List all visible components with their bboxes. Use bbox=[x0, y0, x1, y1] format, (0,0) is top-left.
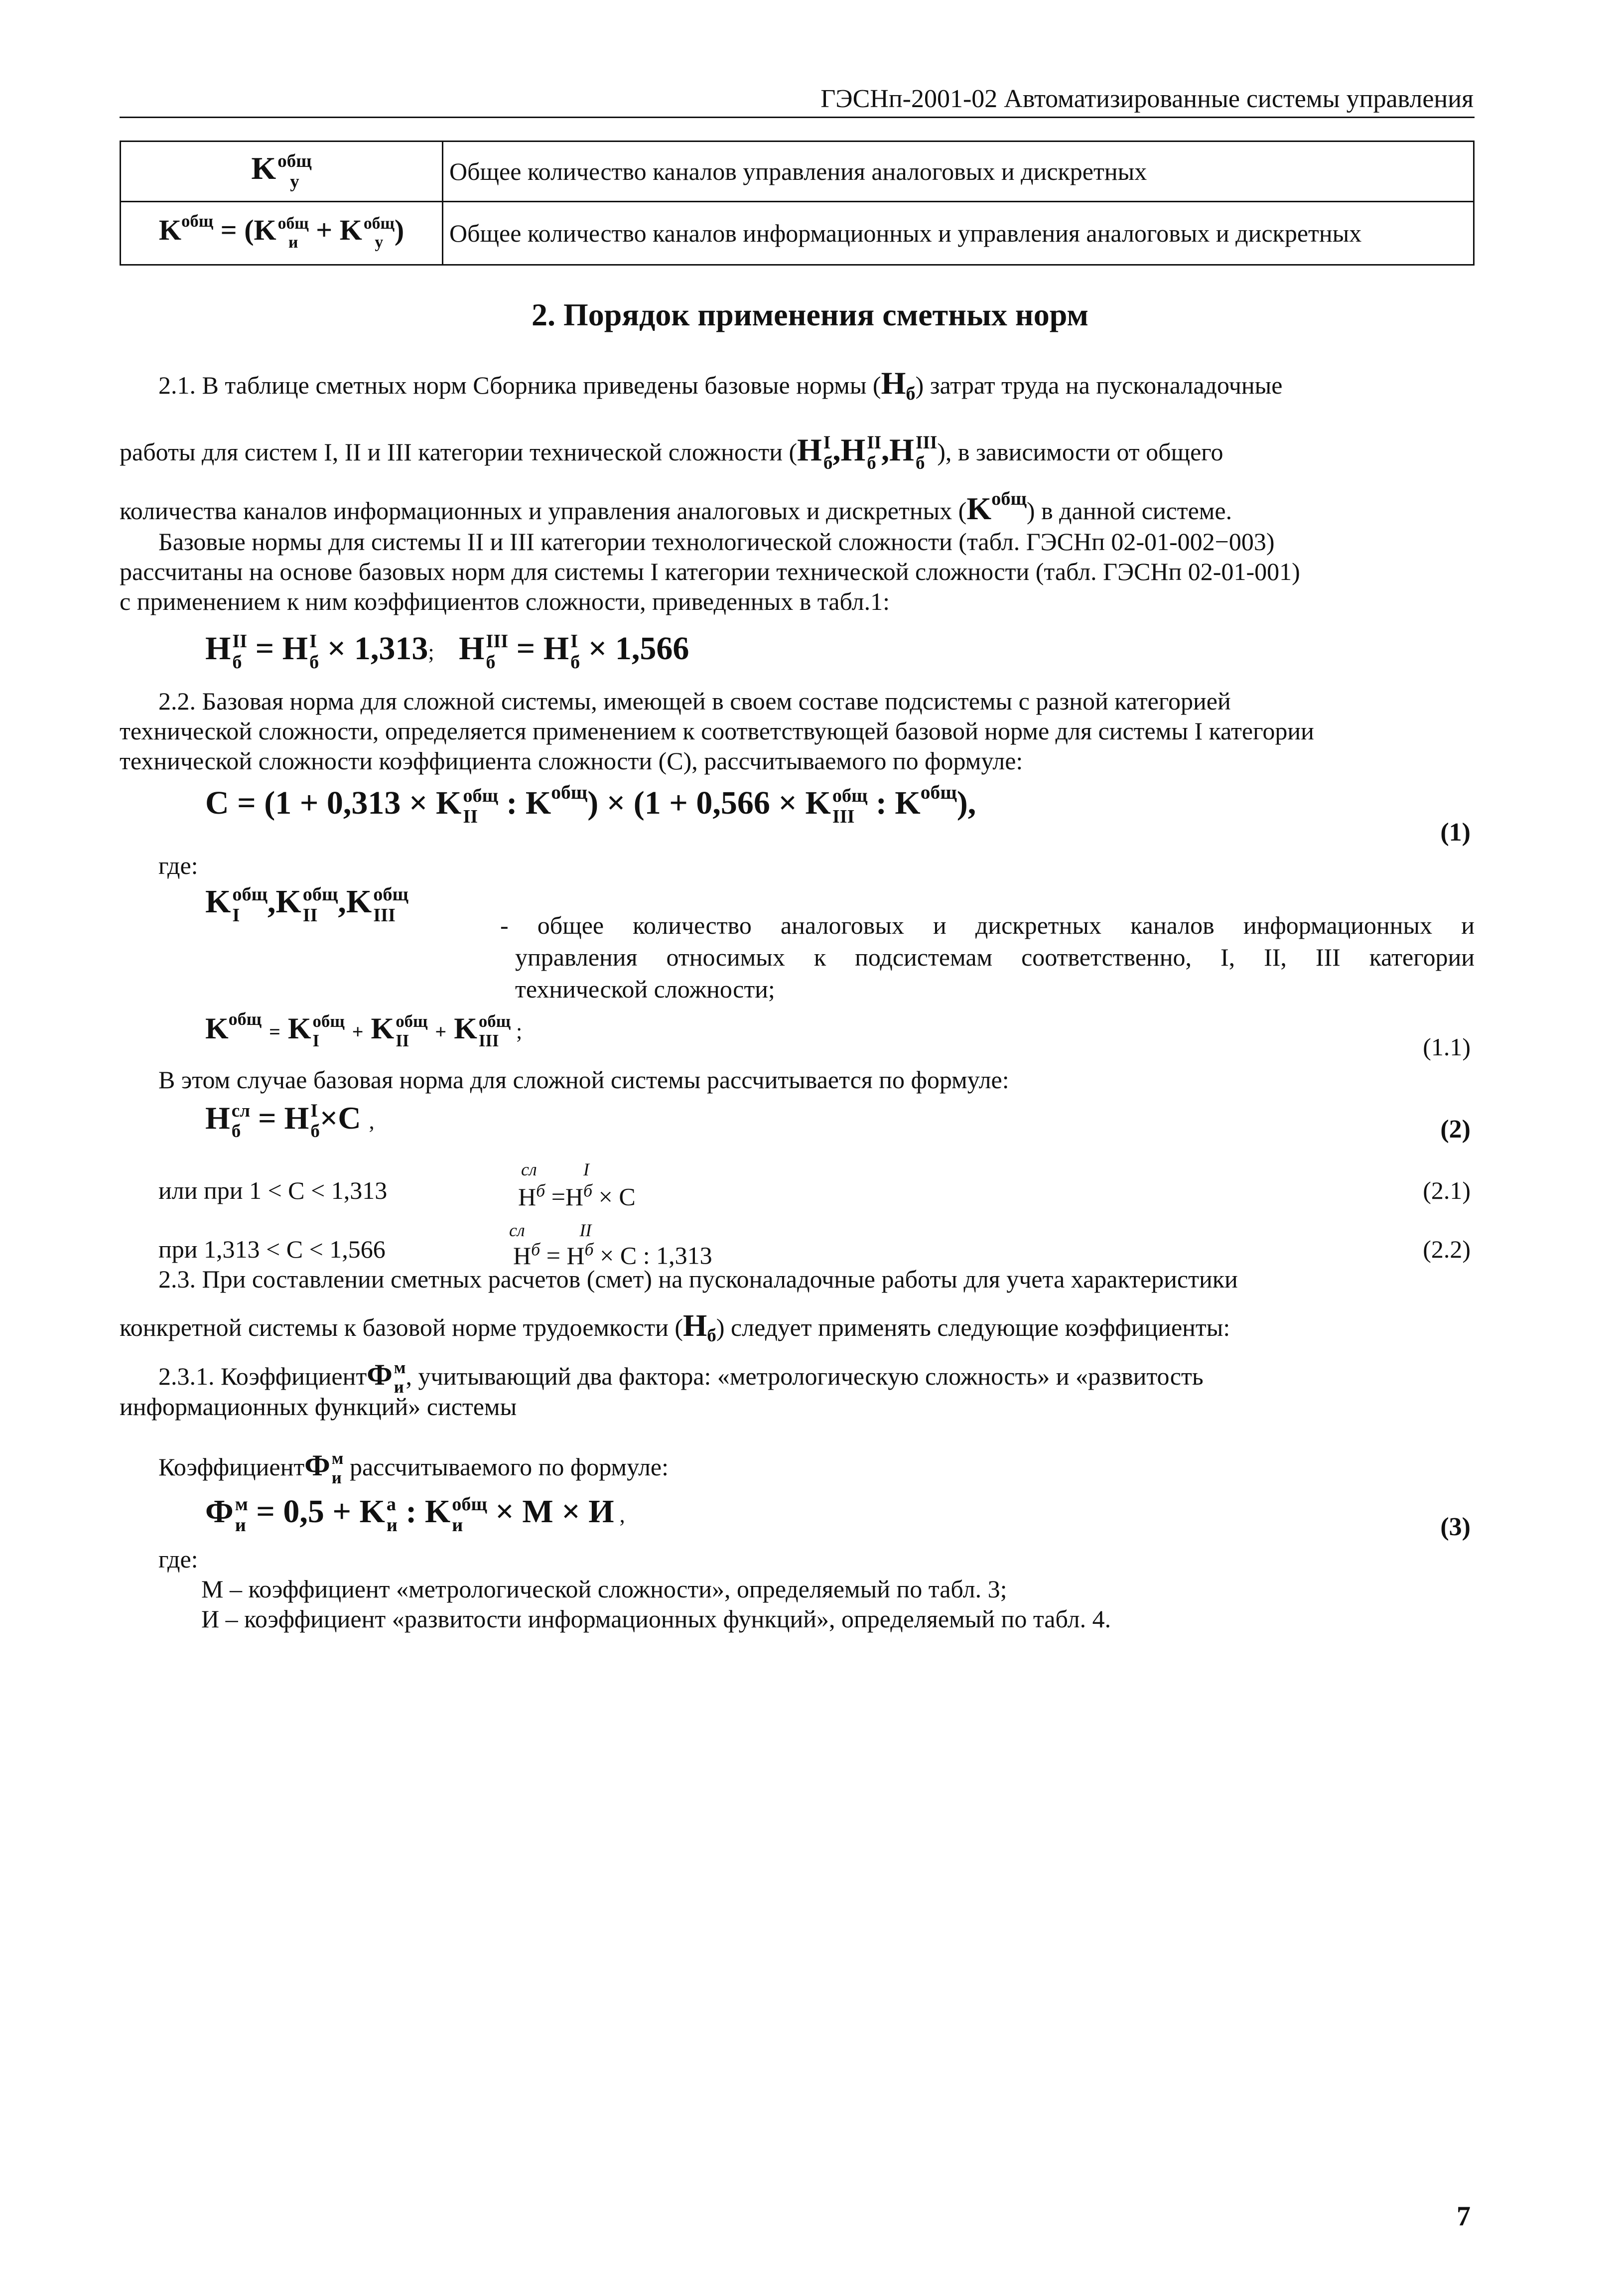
equation-number: (2) bbox=[1440, 1115, 1471, 1144]
text: 2.1. В таблице сметных норм Сборника приведены базовые нормы ( bbox=[158, 371, 881, 399]
text: работы для систем I, II и III категории технической сложности ( bbox=[120, 437, 798, 466]
paragraph-2-1-line-6: с применением к ним коэффициентов сложности, приведенных в табл.1: bbox=[120, 587, 890, 615]
table-row bbox=[121, 142, 1474, 202]
equation-number: (2.2) bbox=[1423, 1235, 1471, 1263]
text: ) затрат труда на пусконаладочные bbox=[915, 371, 1283, 399]
text: 2.3.1. Коэффициент bbox=[158, 1362, 367, 1390]
paragraph-2-2-line-2: технической сложности, определяется применением к соответствующей базовой норме для системы I категории bbox=[120, 717, 1314, 745]
formula-inline: H I б ,H II б ,H III б bbox=[797, 431, 938, 474]
formula-complexity-c: C = (1 + 0,313 × K общ II : $K^{общ}) \times (1 + 0,566 \times K$ общ III : $K^{общ}$), bbox=[205, 781, 976, 827]
header-rule bbox=[120, 117, 1475, 118]
formula-case-1: $H^б$ сл $=H^б$ I × C bbox=[518, 1159, 636, 1211]
complex-system-intro: В этом случае базовая норма для сложной системы рассчитывается по формуле: bbox=[158, 1066, 1009, 1094]
formula-inline: $H_б$ bbox=[881, 365, 916, 404]
paragraph-2-1-line-4: Базовые нормы для системы II и III категории технологической сложности (табл. ГЭСНп 02-01-002−003) bbox=[158, 528, 1275, 556]
formula-ratios: H II б = H I б × 1,313; H III б = H I б × 1,566 bbox=[205, 630, 689, 673]
formula-inline: Ф м и bbox=[304, 1448, 344, 1488]
text: Коэффициент bbox=[158, 1453, 305, 1481]
equation-number: (3) bbox=[1440, 1513, 1471, 1541]
k-definition-line-1: - общее количество аналоговых и дискретных каналов информационных и bbox=[500, 911, 1475, 939]
text: количества каналов информационных и управления аналоговых и дискретных ( bbox=[120, 497, 967, 525]
k-definition-line-2: управления относимых к подсистемам соответственно, I, II, III категории bbox=[515, 943, 1475, 971]
section-heading: 2. Порядок применения сметных норм bbox=[531, 297, 1089, 332]
running-header: ГЭСНп-2001-02 Автоматизированные системы управления bbox=[820, 85, 1474, 113]
text: ) следует применять следующие коэффициенты: bbox=[716, 1313, 1230, 1341]
coef: 0,5 bbox=[283, 1493, 324, 1530]
formula-inline: $H_б$ bbox=[683, 1309, 716, 1346]
paragraph-2-3-line-1: 2.3. При составлении сметных расчетов (смет) на пусконаладочные работы для учета характеристики bbox=[158, 1265, 1238, 1293]
formula-inline: $K^{общ}$ bbox=[966, 488, 1027, 526]
page-number: 7 bbox=[1457, 2201, 1471, 2232]
coef: 1,313 bbox=[656, 1241, 712, 1270]
equation-number: (1.1) bbox=[1423, 1033, 1471, 1061]
symbol-cell: K общ у bbox=[121, 142, 443, 202]
coef: 1,313 bbox=[354, 630, 428, 667]
paragraph-2-3-1-line-1 bbox=[158, 1359, 1204, 1396]
formula-phi: Ф м и = 0,5 + K а и : K общ и × M × И , bbox=[205, 1493, 625, 1536]
paragraph-2-1-line-3 bbox=[120, 488, 1232, 526]
where-label: где: bbox=[158, 852, 198, 879]
text: , учитывающий два фактора: «метрологическую сложность» и «развитость bbox=[405, 1362, 1204, 1390]
paragraph-2-1-line-5: рассчитаны на основе базовых норм для системы I категории технической сложности (табл. ГЭСНп 02-01-001) bbox=[120, 558, 1300, 585]
k-definition-line-3: технической сложности; bbox=[515, 975, 775, 1003]
text: рассчитываемого по формуле: bbox=[349, 1453, 669, 1481]
case-2-label: при 1,313 < С < 1,566 bbox=[158, 1235, 386, 1263]
text: ) в данной системе. bbox=[1026, 497, 1232, 525]
paragraph-2-1-line-1 bbox=[158, 365, 1283, 404]
equation-number: (1) bbox=[1440, 818, 1471, 847]
paragraph-2-3-1-line-2: информационных функций» системы bbox=[120, 1393, 517, 1421]
paragraph-2-2-line-1: 2.2. Базовая норма для сложной системы, имеющей в своем составе подсистемы с разной категорией bbox=[158, 687, 1231, 715]
formula-case-2: $H^б$ сл = $H^б$ II × C : 1,313 bbox=[509, 1220, 712, 1270]
m-definition: М – коэффициент «метрологической сложности», определяемый по табл. 3; bbox=[201, 1575, 1007, 1603]
text: ), в зависимости от общего bbox=[937, 437, 1223, 466]
where-label: где: bbox=[158, 1545, 198, 1573]
description-cell: Общее количество каналов управления аналоговых и дискретных bbox=[443, 142, 1474, 202]
case-1-label: или при 1 < С < 1,313 bbox=[158, 1176, 388, 1204]
formula-k-list: K общ I ,K общ II ,K общ III bbox=[205, 883, 408, 926]
description-cell: Общее количество каналов информационных и управления аналоговых и дискретных bbox=[443, 202, 1474, 265]
paragraph-2-3-line-2 bbox=[120, 1309, 1230, 1346]
paragraph-2-1-line-2 bbox=[120, 433, 1223, 472]
formula-k-sum: $K^{общ} = K$ общ I + K общ II + K общ III ; bbox=[205, 1009, 523, 1051]
coef: 0,313 bbox=[326, 785, 401, 821]
symbol-cell: $K^{общ} = (K$ общ и + K общ у ) bbox=[121, 202, 443, 265]
formula-complex-norm: H сл б = H I б ×C , bbox=[205, 1100, 375, 1142]
i-definition: И – коэффициент «развитости информационных функций», определяемый по табл. 4. bbox=[201, 1605, 1111, 1633]
definitions-table bbox=[120, 141, 1475, 266]
table-row bbox=[121, 202, 1474, 265]
equation-number: (2.1) bbox=[1423, 1176, 1471, 1204]
paragraph-2-3-1-line-3 bbox=[158, 1450, 669, 1487]
formula-inline: Ф м и bbox=[367, 1358, 406, 1397]
paragraph-2-2-line-3: технической сложности коэффициента сложности (С), рассчитываемого по формуле: bbox=[120, 747, 1023, 775]
coef: 0,566 bbox=[696, 785, 770, 821]
coef: 1,566 bbox=[615, 630, 689, 667]
text: конкретной системы к базовой норме трудоемкости ( bbox=[120, 1313, 683, 1341]
